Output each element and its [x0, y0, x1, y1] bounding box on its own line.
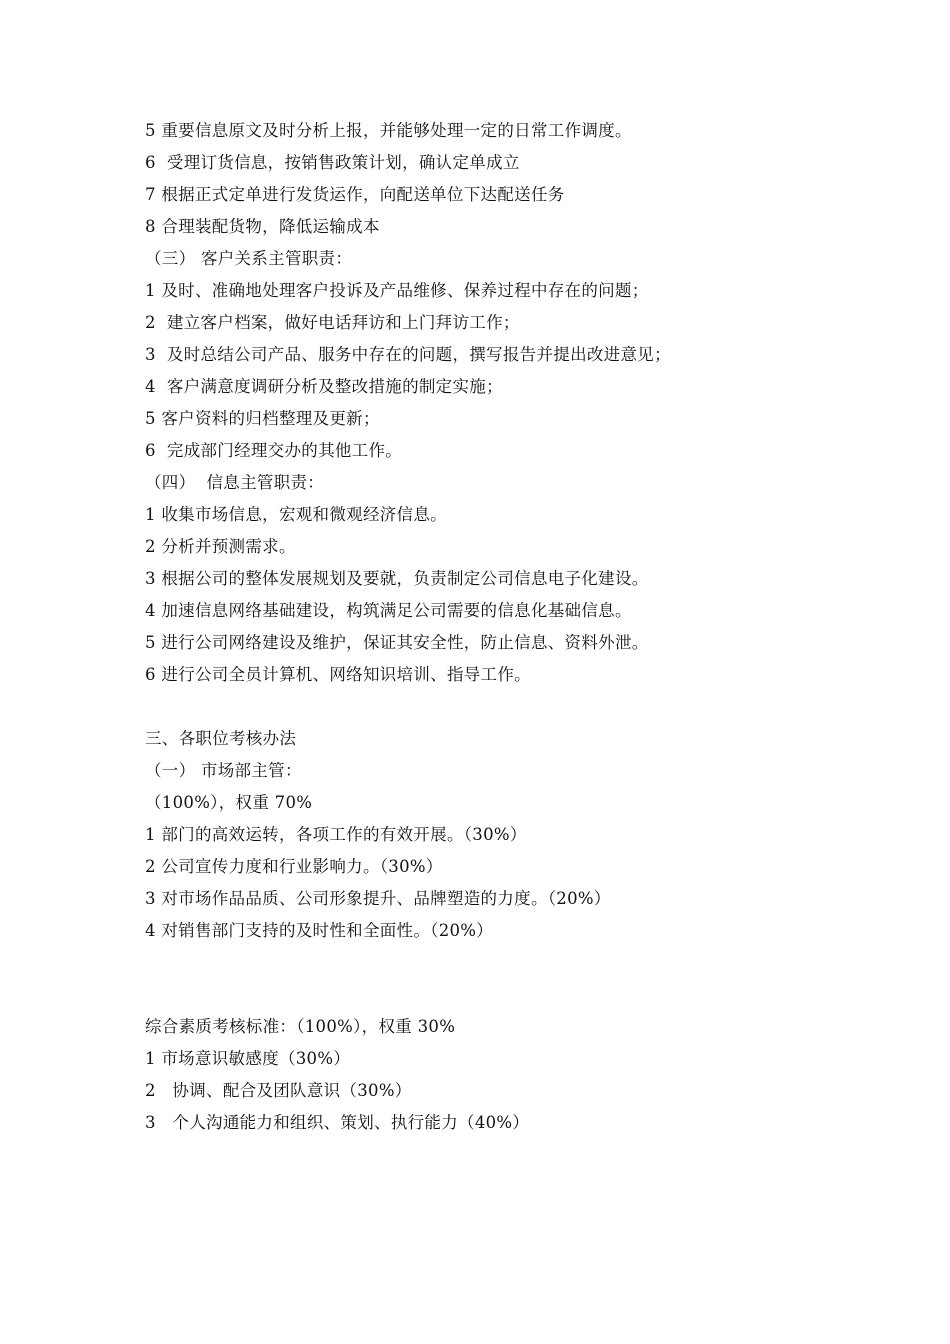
- text-line: 2 公司宣传力度和行业影响力。（30%）: [145, 857, 443, 876]
- text-line: 3 对市场作品品质、公司形象提升、品牌塑造的力度。（20%）: [145, 889, 611, 908]
- text-line: 1 收集市场信息，宏观和微观经济信息。: [145, 505, 447, 524]
- section-heading: （一） 市场部主管：: [145, 761, 302, 780]
- text-line: 7 根据正式定单进行发货运作，向配送单位下达配送任务: [145, 185, 565, 204]
- text-line: 8 合理装配货物，降低运输成本: [145, 217, 380, 236]
- section-heading: 三、各职位考核办法: [145, 729, 297, 748]
- text-line: 2 协调、配合及团队意识（30%）: [145, 1081, 412, 1100]
- section-heading: （四） 信息主管职责：: [145, 473, 325, 492]
- text-line: 4 加速信息网络基础建设，构筑满足公司需要的信息化基础信息。: [145, 601, 632, 620]
- text-line: 2 分析并预测需求。: [145, 537, 296, 556]
- text-line: 1 及时、准确地处理客户投诉及产品维修、保养过程中存在的问题；: [145, 281, 649, 300]
- text-line: 4 对销售部门支持的及时性和全面性。（20%）: [145, 921, 494, 940]
- text-line: 1 部门的高效运转，各项工作的有效开展。（30%）: [145, 825, 527, 844]
- text-line: 6 进行公司全员计算机、网络知识培训、指导工作。: [145, 665, 531, 684]
- section-heading: 综合素质考核标准：（100%），权重 30%: [145, 1017, 456, 1036]
- text-line: 3 及时总结公司产品、服务中存在的问题，撰写报告并提出改进意见；: [145, 345, 671, 364]
- text-line: 5 客户资料的归档整理及更新；: [145, 409, 380, 428]
- text-line: 5 重要信息原文及时分析上报，并能够处理一定的日常工作调度。: [145, 121, 632, 140]
- text-line: 2 建立客户档案，做好电话拜访和上门拜访工作；: [145, 313, 520, 332]
- text-line: 6 受理订货信息，按销售政策计划，确认定单成立: [145, 153, 520, 172]
- text-line: 6 完成部门经理交办的其他工作。: [145, 441, 403, 460]
- text-line: （100%），权重 70%: [145, 793, 313, 812]
- text-line: 3 根据公司的整体发展规划及要就，负责制定公司信息电子化建设。: [145, 569, 649, 588]
- text-line: 3 个人沟通能力和组织、策划、执行能力（40%）: [145, 1113, 530, 1132]
- text-line: 1 市场意识敏感度（30%）: [145, 1049, 351, 1068]
- text-line: 5 进行公司网络建设及维护，保证其安全性，防止信息、资料外泄。: [145, 633, 649, 652]
- section-heading: （三） 客户关系主管职责：: [145, 249, 353, 268]
- text-line: 4 客户满意度调研分析及整改措施的制定实施；: [145, 377, 503, 396]
